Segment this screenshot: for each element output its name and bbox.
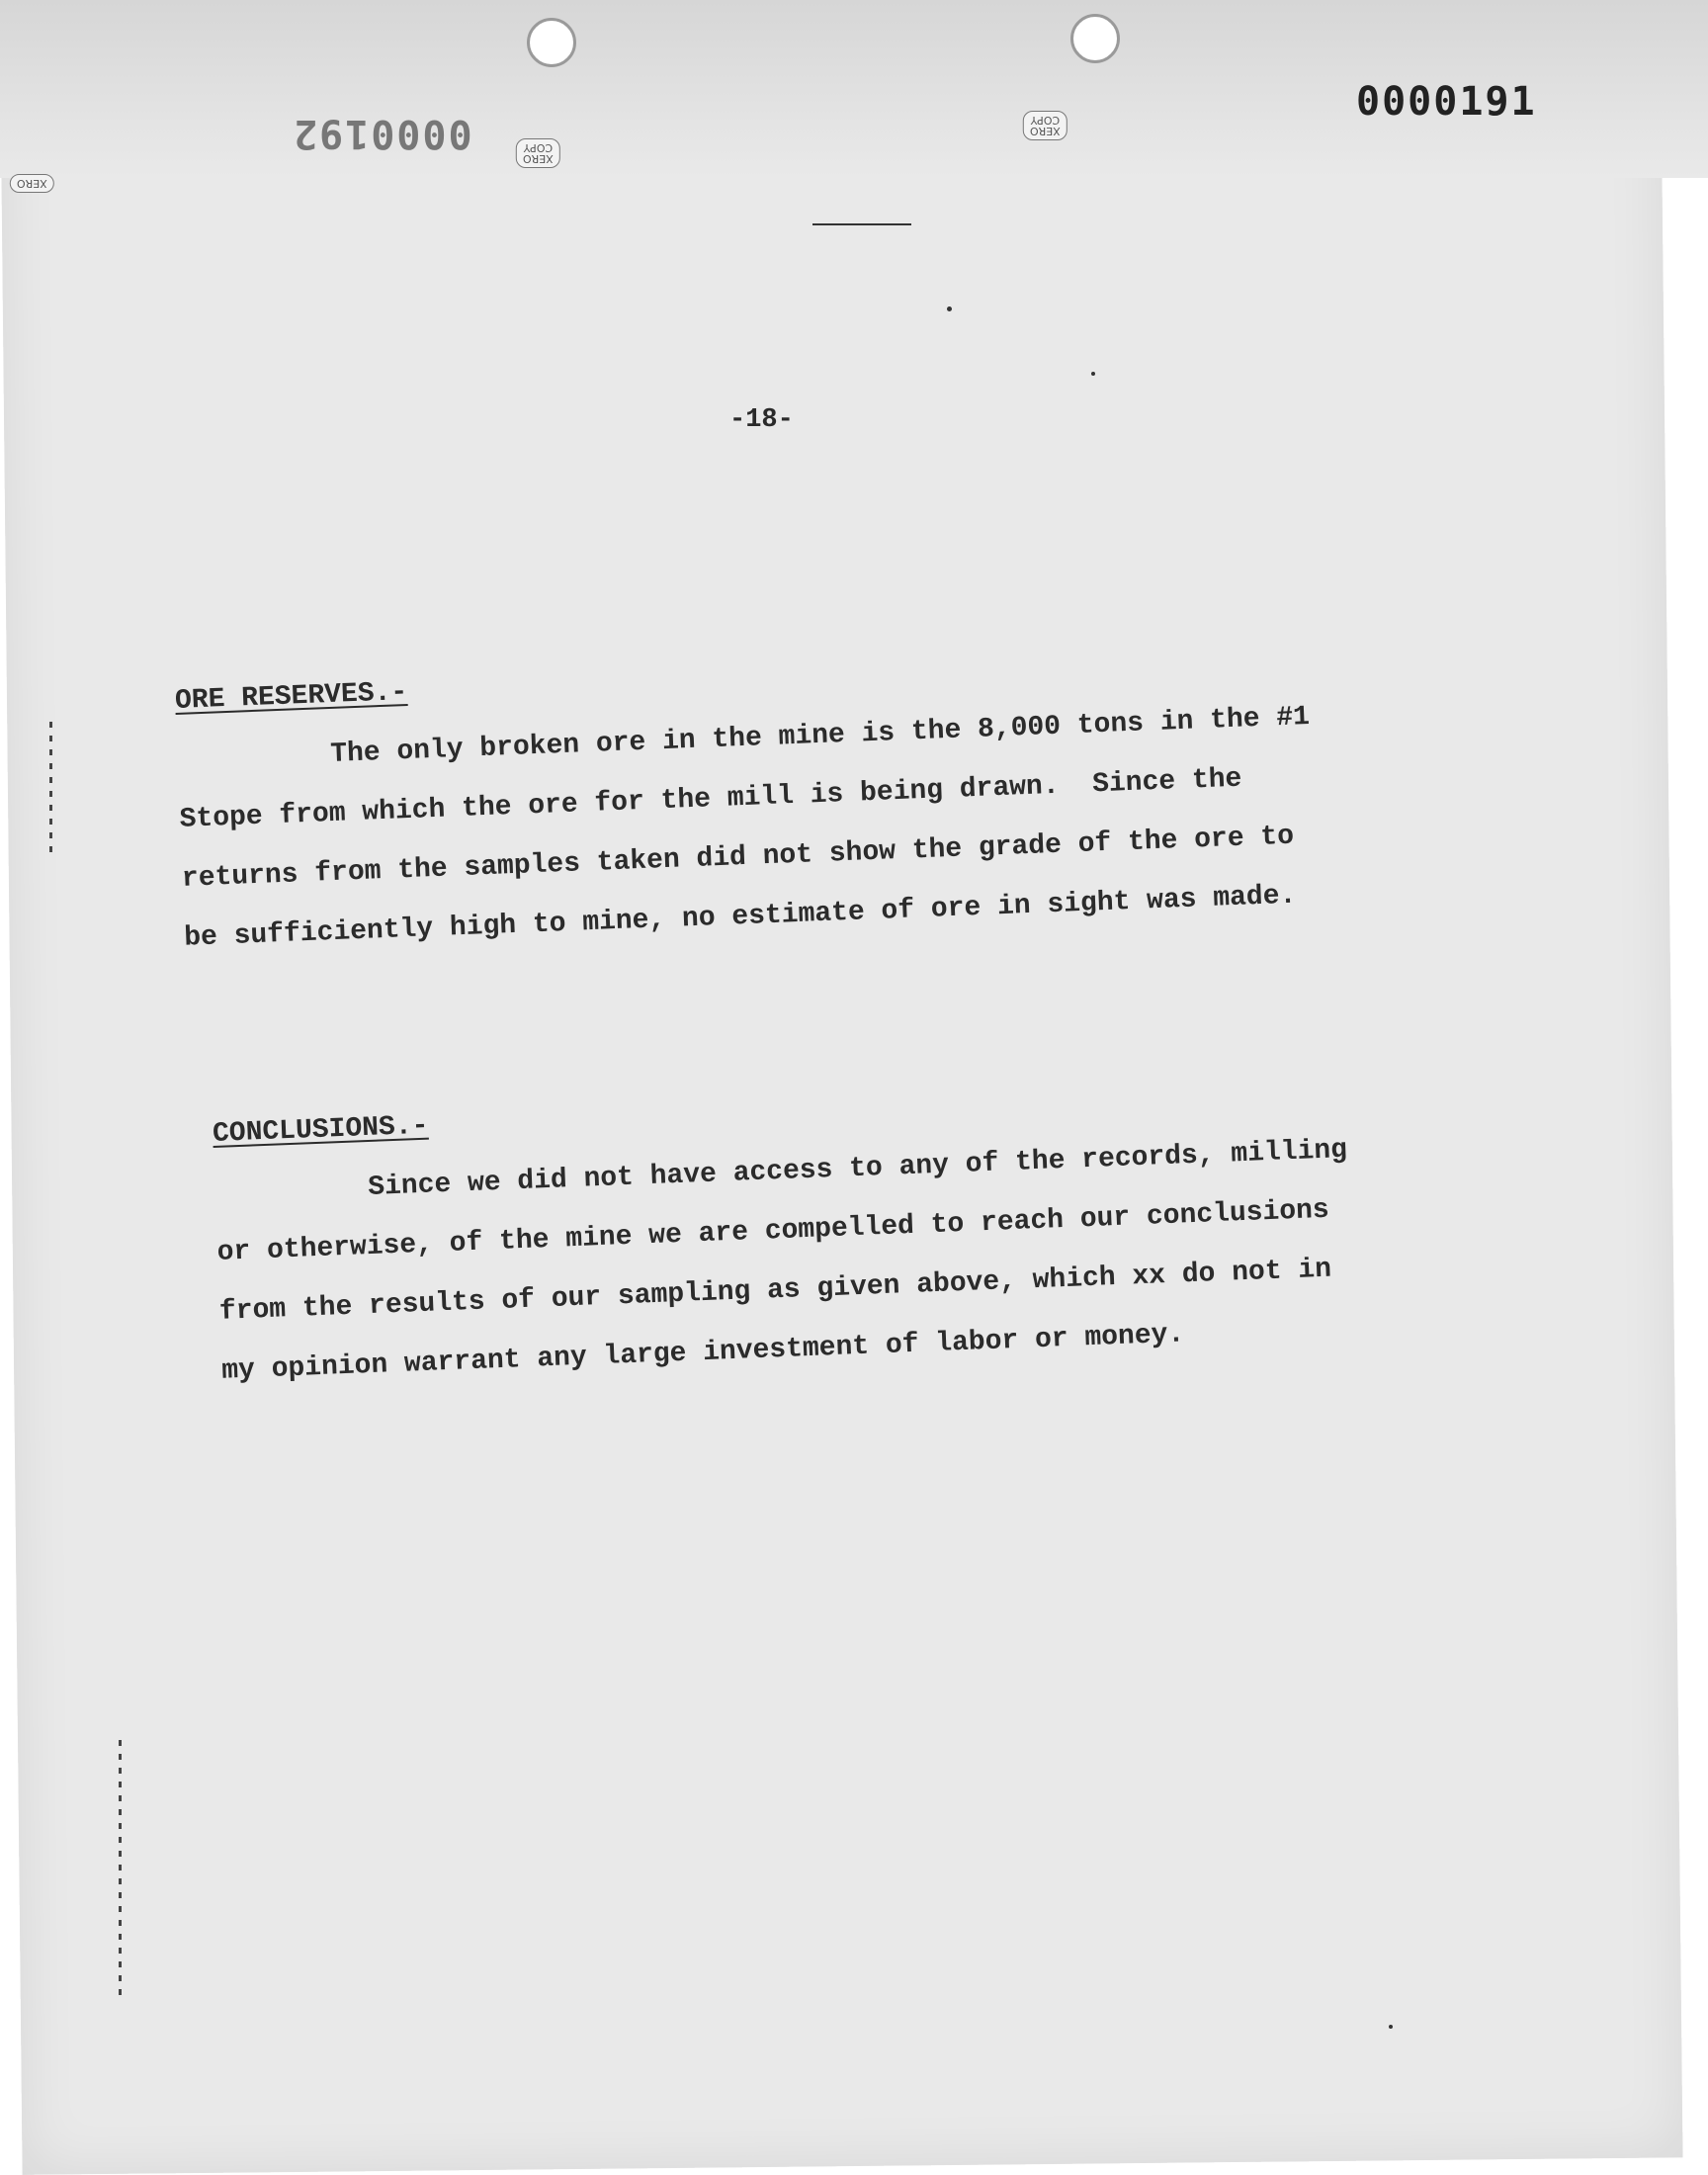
- paragraph-line: my opinion warrant any large investment of labor or money.: [220, 1319, 1185, 1387]
- section-conclusions: [212, 1056, 1507, 1402]
- speck: [947, 306, 952, 311]
- xero-copy-mark-top: XERO: [17, 177, 47, 190]
- mirrored-number-stamp: 0000192: [292, 111, 472, 156]
- xero-copy-mark: [516, 138, 560, 168]
- paragraph-line: Stope from which the ore for the mill is being drawn. Since the: [179, 763, 1242, 835]
- xero-copy-mark-top: XERO: [1030, 125, 1061, 137]
- xero-copy-mark: [10, 174, 54, 193]
- section-heading: ORE RESERVES.-: [174, 676, 408, 717]
- paragraph-line: from the results of our sampling as given above, which xx do not in: [218, 1254, 1332, 1328]
- page-number: -18-: [729, 405, 794, 435]
- xero-copy-mark-bottom: COPY: [523, 141, 554, 154]
- punch-hole-right: [1070, 14, 1120, 63]
- punch-hole-left: [527, 18, 576, 67]
- paragraph-line: or otherwise, of the mine we are compelled to reach our conclusions: [216, 1194, 1330, 1268]
- document-number-stamp: 0000191: [1356, 79, 1537, 125]
- paragraph-line: The only broken ore in the mine is the 8,000 tons in the #1: [329, 701, 1311, 770]
- edge-marks: [49, 722, 52, 860]
- edge-marks: [119, 1740, 122, 1997]
- paragraph-line: Since we did not have access to any of the records, milling: [367, 1134, 1348, 1203]
- paragraph-line: be sufficiently high to mine, no estimate of ore in sight was made.: [183, 880, 1297, 954]
- xero-copy-mark-top: XERO: [523, 152, 554, 165]
- paragraph-line: returns from the samples taken did not show the grade of the ore to: [181, 821, 1295, 895]
- section-ore-reserves: [174, 623, 1470, 969]
- xero-copy-mark-bottom: COPY: [1030, 114, 1061, 127]
- speck: [1091, 372, 1095, 376]
- xero-copy-mark: [1023, 111, 1068, 140]
- speck: [1389, 2025, 1393, 2029]
- scribble-line: [812, 223, 911, 225]
- section-heading: CONCLUSIONS.-: [212, 1110, 430, 1150]
